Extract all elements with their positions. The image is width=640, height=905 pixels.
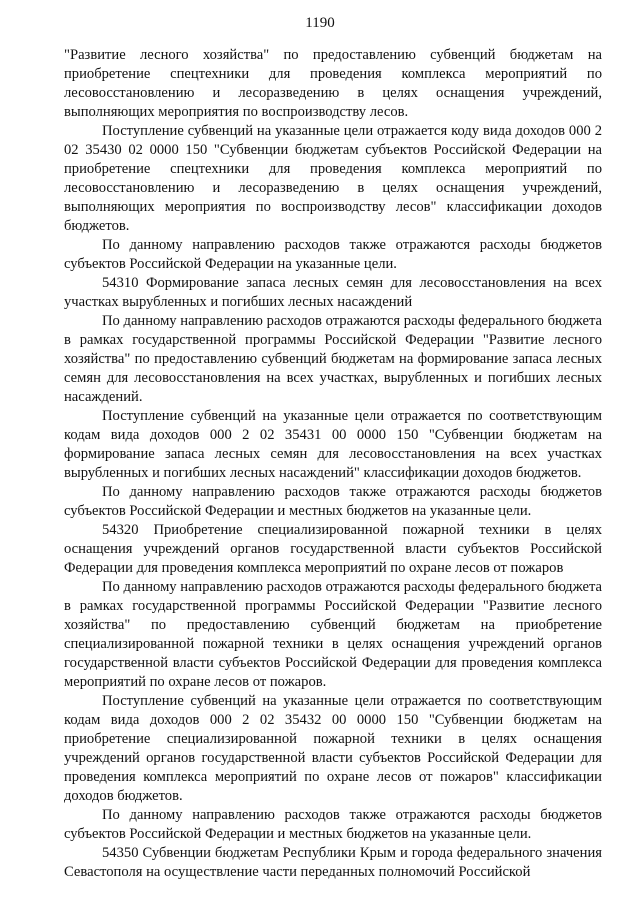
- paragraph: По данному направлению расходов также отражаются расходы бюджетов субъектов Российской Федерации на указанные цели.: [64, 237, 602, 272]
- paragraph: По данному направлению расходов отражаются расходы федерального бюджета в рамках государственной программы Российской Федерации "Развитие лесного хозяйства" по предоставлению субвенций бюджетам на приобретение специализированной пожарной техники в целях оснащения учреждений органов государственной власти субъектов Российской Федерации для проведения комплекса мероприятий по охране лесов от пожаров.: [64, 579, 602, 690]
- paragraph: Поступление субвенций на указанные цели отражается по соответствующим кодам вида доходов 000 2 02 35431 00 0000 150 "Субвенции бюджетам на формирование запаса лесных семян для лесовосстановления на всех участках вырубленных и погибших лесных насаждений" классификации доходов бюджетов.: [64, 408, 602, 481]
- paragraph: По данному направлению расходов также отражаются расходы бюджетов субъектов Российской Федерации и местных бюджетов на указанные цели.: [64, 807, 602, 842]
- paragraph: "Развитие лесного хозяйства" по предоставлению субвенций бюджетам на приобретение спецтехники для проведения комплекса мероприятий по лесовосстановлению и лесоразведению в целях оснащения учреждений, выполняющих мероприятия по воспроизводству лесов.: [64, 47, 602, 120]
- section-heading-54350: 54350 Субвенции бюджетам Республики Крым и города федерального значения Севастополя на осуществление части переданных полномочий Российской: [64, 845, 602, 880]
- section-heading-54310: 54310 Формирование запаса лесных семян для лесовосстановления на всех участках вырубленных и погибших лесных насаждений: [64, 275, 602, 310]
- page-number: 1190: [305, 15, 335, 31]
- section-heading-54320: 54320 Приобретение специализированной пожарной техники в целях оснащения учреждений органов государственной власти субъектов Российской Федерации для проведения комплекса мероприятий по охране лесов от пожаров: [64, 522, 602, 576]
- document-body: [64, 46, 602, 882]
- paragraph: Поступление субвенций на указанные цели отражается коду вида доходов 000 2 02 35430 02 0000 150 "Субвенции бюджетам субъектов Российской Федерации на приобретение спецтехники для проведения комплекса мероприятий по лесовосстановлению и лесоразведению в целях оснащения учреждений, выполняющих мероприятия по воспроизводству лесов" классификации доходов бюджетов.: [64, 123, 602, 234]
- paragraph: По данному направлению расходов также отражаются расходы бюджетов субъектов Российской Федерации и местных бюджетов на указанные цели.: [64, 484, 602, 519]
- paragraph: Поступление субвенций на указанные цели отражается по соответствующим кодам вида доходов 000 2 02 35432 00 0000 150 "Субвенции бюджетам на приобретение специализированной пожарной техники в целях оснащения учреждений органов государственной власти субъектов Российской Федерации для проведения комплекса мероприятий по охране лесов от пожаров" классификации доходов бюджетов.: [64, 693, 602, 804]
- paragraph: По данному направлению расходов отражаются расходы федерального бюджета в рамках государственной программы Российской Федерации "Развитие лесного хозяйства" по предоставлению субвенций бюджетам на формирование запаса лесных семян для лесовосстановления на всех участках, вырубленных и погибших лесных насаждений.: [64, 313, 602, 405]
